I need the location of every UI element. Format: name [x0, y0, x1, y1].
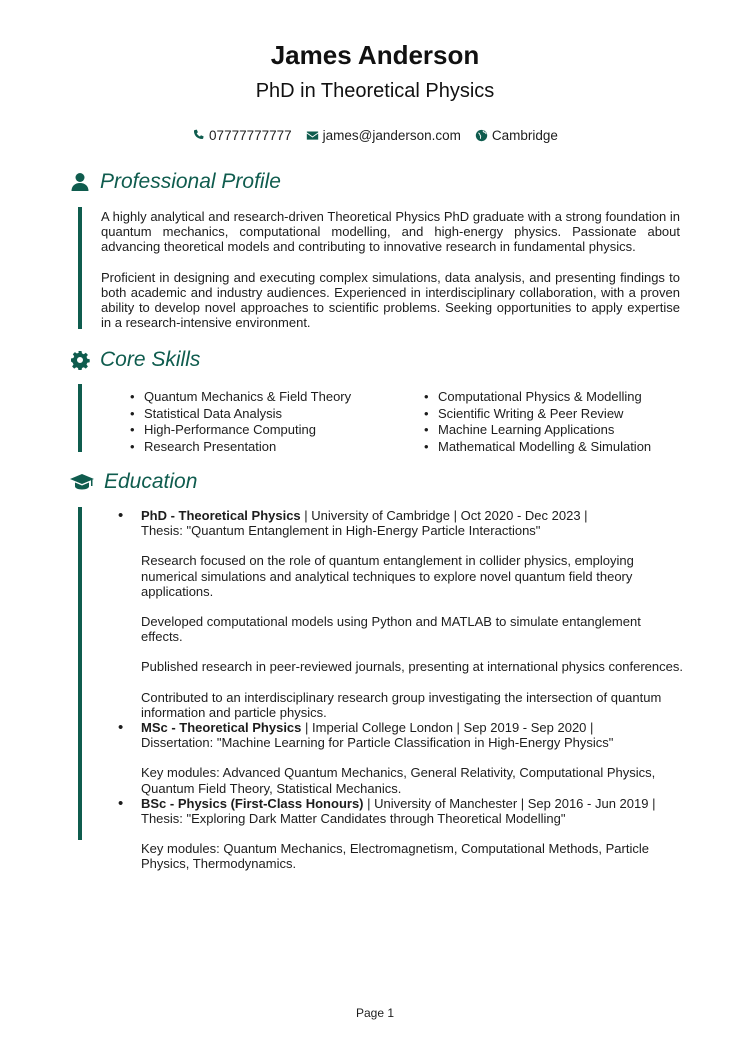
skill-item: • Research Presentation — [130, 438, 277, 454]
location-text: Cambridge — [491, 128, 558, 143]
thesis-line: Dissertation: "Machine Learning for Particle Classification in High-Energy Physics" — [141, 735, 614, 751]
section-bar-skills — [78, 384, 82, 452]
education-entry: • PhD - Theoretical Physics | University of Cambridge | Oct 2020 - Dec 2023 | Thesis: "Quantum Entanglement in High-Energy Particle Interactions" Research focused on the role of quantum entanglement in collider physics, employing numerical simulations and analytical techniques to explore novel quantum field theory applications. Developed computational models using Python and MATLAB to simulate entanglement effects. Published research in peer-reviewed journals, presenting at international physics conferences. Contributed to an interdisciplinary research group investigating the intersection of quantum information and particle physics. — [118, 508, 688, 720]
skill-item: • Quantum Mechanics & Field Theory — [130, 389, 352, 404]
degree-meta: | Imperial College London | Sep 2019 - Sep 2020 | — [301, 720, 594, 736]
education-entry: • MSc - Theoretical Physics | Imperial College London | Sep 2019 - Sep 2020 | Dissertation: "Machine Learning for Particle Classification in High-Energy Physics" Key modules: Advanced Quantum Mechanics, General Relativity, Computational Physics, Quantum Field Theory, Statistical Mechanics. — [118, 720, 688, 796]
envelope-icon — [306, 129, 319, 142]
section-header-education — [70, 470, 197, 494]
contact-phone — [192, 128, 292, 143]
degree-name: PhD - Theoretical Physics — [141, 508, 301, 523]
detail-paragraph: Key modules: Advanced Quantum Mechanics, General Relativity, Computational Physics, Quantum Field Theory, Statistical Mechanics. — [141, 765, 656, 796]
skill-item: • High-Performance Computing — [130, 422, 316, 437]
detail-paragraph: Key modules: Quantum Mechanics, Electromagnetism, Computational Methods, Particle Physics, Thermodynamics. — [141, 841, 649, 872]
skill-item: • Mathematical Modelling & Simulation — [424, 438, 652, 454]
profile-text — [101, 209, 680, 345]
candidate-name: James Anderson — [270, 40, 480, 70]
page-number: Page 1 — [355, 1006, 395, 1020]
education-entry: • BSc - Physics (First-Class Honours) | University of Manchester | Sep 2016 - Jun 2019 | Thesis: "Exploring Dark Matter Candidates through Theoretical Modelling" Key modules: Quantum Mechanics, Electromagnetism, Computational Methods, Particle Physics, Thermodynamics. — [118, 796, 688, 872]
section-title-profile: Professional Profile — [100, 170, 281, 193]
degree-name: BSc - Physics (First-Class Honours) — [141, 795, 364, 811]
globe-icon — [475, 129, 488, 142]
skill-item: • Computational Physics & Modelling — [424, 389, 642, 404]
contact-location — [475, 128, 558, 143]
thesis-line: Thesis: "Quantum Entanglement in High-Energy Particle Interactions" — [141, 523, 541, 539]
thesis-line: Thesis: "Exploring Dark Matter Candidates through Theoretical Modelling" — [141, 811, 566, 827]
gear-icon — [70, 350, 90, 370]
degree-name: MSc - Theoretical Physics — [141, 720, 302, 736]
contact-email[interactable] — [306, 128, 461, 143]
graduation-cap-icon — [70, 472, 94, 492]
phone-text: 07777777777 — [209, 128, 292, 143]
profile-paragraph: A highly analytical and research-driven Theoretical Physics PhD graduate with a strong foundation in quantum mechanics, computational modelling, and high-energy physics. Passionate about advancing theoretical models and contributing to innovative research in fundamental physics. — [101, 209, 680, 255]
section-bar-education — [78, 507, 82, 840]
contact-line — [0, 128, 750, 143]
profile-paragraph: Proficient in designing and executing complex simulations, data analysis, and presenting findings to both academic and industry audiences. Experienced in interdisciplinary collaboration, with a proven ability to develop novel approaches to scientific problems. Seeking opportunities to apply expertise in a research-intensive environment. — [101, 269, 680, 331]
section-header-profile — [70, 170, 281, 194]
detail-paragraph: Developed computational models using Python and MATLAB to simulate entanglement effects. — [141, 614, 641, 645]
user-icon — [70, 172, 90, 192]
section-bar-profile — [78, 207, 82, 329]
skill-item: • Scientific Writing & Peer Review — [424, 405, 624, 421]
detail-paragraph: Research focused on the role of quantum entanglement in collider physics, employing numerical simulations and analytical techniques to explore novel quantum field theory applications. — [141, 553, 634, 599]
phone-icon — [192, 129, 205, 142]
skill-item: • Statistical Data Analysis — [130, 405, 283, 421]
section-header-skills — [70, 348, 200, 372]
degree-meta: | University of Manchester | Sep 2016 - Jun 2019 | — [363, 795, 656, 811]
detail-paragraph: Published research in peer-reviewed journals, presenting at international physics conferences. — [141, 659, 683, 675]
section-title-education: Education — [104, 470, 198, 493]
skills-list — [130, 389, 690, 455]
section-title-skills: Core Skills — [100, 348, 201, 371]
detail-paragraph: Contributed to an interdisciplinary research group investigating the intersection of quantum information and particle physics. — [141, 689, 662, 720]
skill-item: • Machine Learning Applications — [424, 422, 615, 437]
candidate-title: PhD in Theoretical Physics — [255, 80, 495, 102]
education-list — [118, 508, 688, 872]
degree-meta: | University of Cambridge | Oct 2020 - Dec 2023 | — [300, 508, 588, 523]
email-text[interactable]: james@janderson.com — [322, 128, 461, 143]
